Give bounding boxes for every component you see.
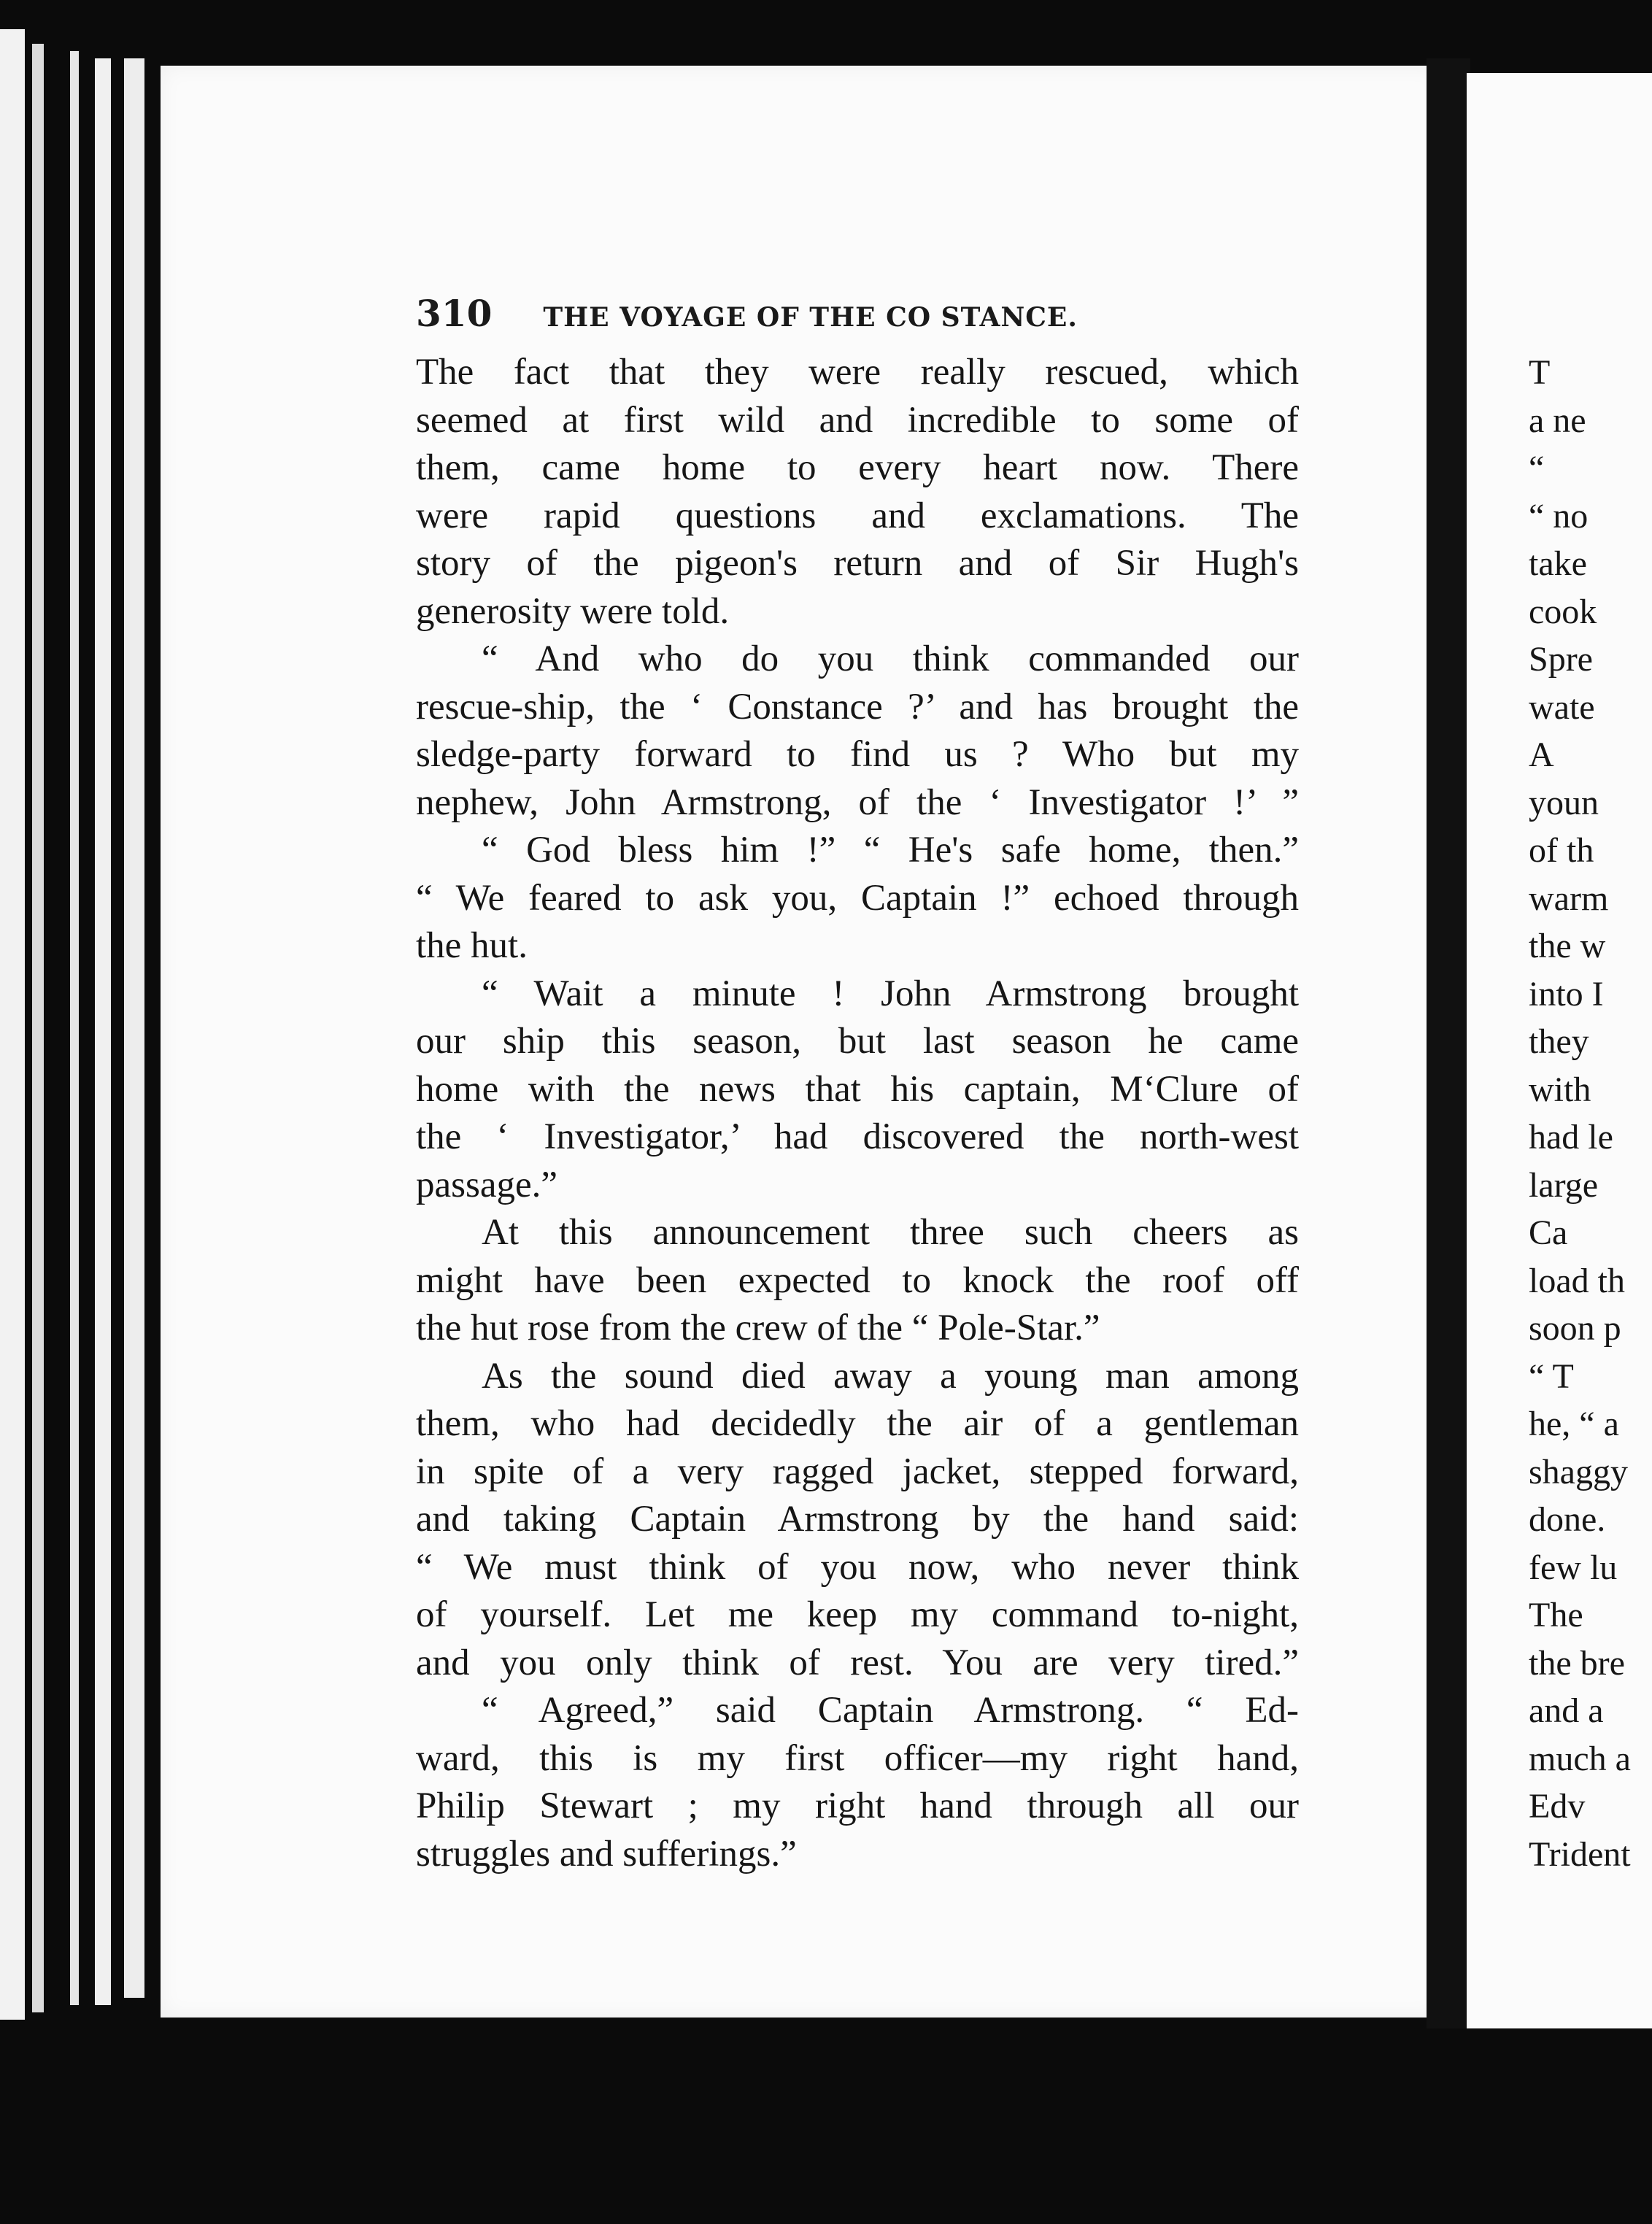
text-line: them, came home to every heart now. There bbox=[416, 447, 1299, 488]
right-page-fragment: had le bbox=[1529, 1118, 1613, 1157]
right-page-fragment: A bbox=[1529, 735, 1554, 774]
right-page-fragment: “ T bbox=[1529, 1356, 1574, 1396]
right-page-fragment: he, “ a bbox=[1529, 1405, 1619, 1443]
text-line: story of the pigeon's return and of Sir Hugh's bbox=[416, 543, 1299, 584]
text-line: “ We feared to ask you, Captain !” echoed through bbox=[416, 877, 1299, 919]
text-line: “ Agreed,” said Captain Armstrong. “ Ed- bbox=[482, 1690, 1299, 1731]
right-page-fragment: take bbox=[1529, 544, 1587, 583]
right-page-fragment: warm bbox=[1529, 879, 1609, 918]
right-page-fragment: load th bbox=[1529, 1261, 1625, 1300]
right-page-fragment: and a bbox=[1529, 1691, 1604, 1730]
text-line: sledge-party forward to find us ? Who but my bbox=[416, 734, 1299, 775]
text-line: them, who had decidedly the air of a gentleman bbox=[416, 1403, 1299, 1444]
text-line: might have been expected to knock the roof off bbox=[416, 1259, 1299, 1301]
running-title: THE VOYAGE OF THE CO STANCE. bbox=[543, 302, 1078, 333]
text-line: As the sound died away a young man among bbox=[482, 1355, 1299, 1397]
right-page-fragment: The bbox=[1529, 1596, 1583, 1634]
right-page-fragment: of th bbox=[1529, 831, 1594, 870]
right-page-fragment: few lu bbox=[1529, 1548, 1618, 1587]
text-line: home with the news that his captain, M‘Clure of bbox=[416, 1068, 1299, 1110]
text-line: The fact that they were really rescued, which bbox=[416, 352, 1299, 393]
text-line: “ We must think of you now, who never think bbox=[416, 1546, 1299, 1588]
body-text bbox=[416, 349, 1299, 1878]
text-line: At this announcement three such cheers as bbox=[482, 1212, 1299, 1253]
book-gutter bbox=[1427, 58, 1470, 2028]
text-line: “ And who do you think commanded our bbox=[482, 638, 1299, 679]
right-page-fragment: wate bbox=[1529, 687, 1595, 727]
page-edge bbox=[70, 51, 79, 2005]
right-page-fragment: T bbox=[1529, 353, 1551, 392]
text-line: and taking Captain Armstrong by the hand said: bbox=[416, 1499, 1299, 1540]
right-page-fragment: “ bbox=[1529, 449, 1545, 487]
right-page-fragment: “ no bbox=[1529, 496, 1589, 536]
right-page-fragment: youn bbox=[1529, 783, 1599, 822]
right-page-fragment: with bbox=[1529, 1070, 1591, 1109]
page-edge bbox=[0, 29, 25, 2020]
text-line: in spite of a very ragged jacket, stepped forward, bbox=[416, 1451, 1299, 1492]
page-number: 310 bbox=[416, 292, 493, 335]
right-page-fragment: shaggy bbox=[1529, 1452, 1628, 1491]
page-edge bbox=[124, 58, 144, 1998]
text-line: of yourself. Let me keep my command to-night, bbox=[416, 1594, 1299, 1635]
right-page-fragment: they bbox=[1529, 1022, 1589, 1061]
right-page-fragment: soon p bbox=[1529, 1309, 1621, 1348]
text-line: and you only think of rest. You are very tired.” bbox=[416, 1642, 1299, 1683]
text-line: the ‘ Investigator,’ had discovered the north-west bbox=[416, 1116, 1299, 1157]
text-line: ward, this is my first officer—my right hand, bbox=[416, 1737, 1299, 1779]
text-line: seemed at first wild and incredible to some of bbox=[416, 399, 1299, 441]
right-page-fragment: Trident bbox=[1529, 1834, 1631, 1874]
text-line: rescue-ship, the ‘ Constance ?’ and has brought the bbox=[416, 686, 1299, 727]
right-page-text-fragments bbox=[1529, 349, 1631, 1878]
text-line: “ God bless him !” “ He's safe home, then.” bbox=[482, 830, 1299, 870]
right-page-fragment: large bbox=[1529, 1165, 1599, 1205]
right-page-fragment: Spre bbox=[1529, 640, 1593, 679]
text-line: the hut rose from the crew of the “ Pole-Star.” bbox=[416, 1308, 1100, 1348]
text-line: the hut. bbox=[416, 925, 528, 966]
right-page-fragment: the w bbox=[1529, 927, 1606, 965]
right-page-fragment: much a bbox=[1529, 1739, 1631, 1778]
text-line: passage.” bbox=[416, 1164, 557, 1205]
right-page-fragment: done. bbox=[1529, 1500, 1606, 1539]
running-header bbox=[416, 292, 1292, 335]
text-line: struggles and sufferings.” bbox=[416, 1833, 797, 1874]
right-page-fragment: into I bbox=[1529, 974, 1604, 1013]
text-line: nephew, John Armstrong, of the ‘ Investigator !’ ” bbox=[416, 781, 1299, 823]
right-page-fragment: Ca bbox=[1529, 1213, 1568, 1252]
text-line: generosity were told. bbox=[416, 590, 730, 632]
page-edge bbox=[95, 58, 111, 2005]
page-edge bbox=[32, 44, 44, 2012]
text-line: “ Wait a minute ! John Armstrong brought bbox=[482, 973, 1299, 1014]
right-page-fragment: a ne bbox=[1529, 401, 1586, 440]
text-line: Philip Stewart ; my right hand through all our bbox=[416, 1785, 1299, 1826]
text-line: our ship this season, but last season he came bbox=[416, 1021, 1299, 1062]
right-page-fragment: cook bbox=[1529, 592, 1597, 631]
text-line: were rapid questions and exclamations. The bbox=[416, 495, 1299, 536]
right-page-fragment: the bre bbox=[1529, 1643, 1625, 1683]
right-page-fragment: Edv bbox=[1529, 1787, 1586, 1826]
